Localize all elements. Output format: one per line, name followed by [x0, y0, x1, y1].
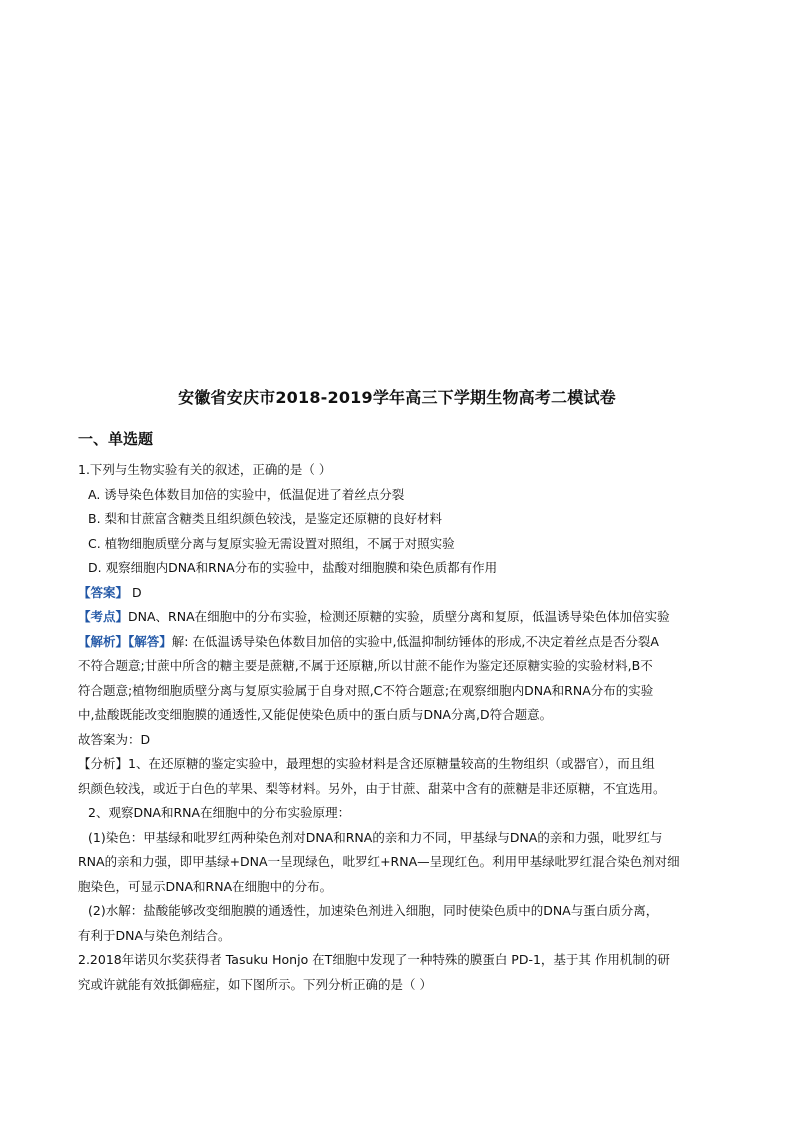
fenxi-line-6: 胞染色，可显示DNA和RNA在细胞中的分布。: [78, 878, 333, 894]
fenxi-line-5: RNA的亲和力强，即甲基绿+DNA一呈现绿色，吡罗红+RNA—呈现红色。利用甲基绿吡罗红混合染色剂对细: [78, 854, 680, 869]
jiexi-line-2: 不符合题意;甘蔗中所含的糖主要是蔗糖,不属于还原糖,所以甘蔗不能作为鉴定还原糖实验的实验材料,B不: [78, 658, 653, 673]
fenxi-line-4: (1)染色：甲基绿和吡罗红两种染色剂对DNA和RNA的亲和力不同，甲基绿与DNA的亲和力强，吡罗红与: [88, 829, 663, 845]
question-2-stem-line-2: 究或许就能有效抵御癌症，如下图所示。下列分析正确的是（ ）: [78, 976, 432, 992]
jiexi-text: 解: 在低温诱导染色体数目加倍的实验中,低温抑制纺锤体的形成,不决定着丝点是否分裂A: [171, 633, 659, 649]
fenxi-line-8: 有利于DNA与染色剂结合。: [78, 927, 231, 943]
jiexi-line-1: [78, 630, 730, 655]
kaodian-text: DNA、RNA在细胞中的分布实验，检测还原糖的实验，质壁分离和复原，低温诱导染色体加倍实验: [128, 609, 670, 624]
fenxi-line-2: 织颜色较浅，或近于白色的苹果、梨等材料。另外，由于甘蔗、甜菜中含有的蔗糖是非还原糖，不宜选用。: [78, 780, 666, 796]
questions-content: [78, 458, 730, 997]
fenxi-line-3: 2、观察DNA和RNA在细胞中的分布实验原理：: [88, 805, 351, 820]
kaodian-tag: 【考点】: [78, 609, 129, 624]
jiexi-tag: 【解析】【解答】: [78, 633, 172, 649]
fenxi-text: 1、在还原糖的鉴定实验中，最理想的实验材料是含还原糖量较高的生物组织（或器官），而且组: [128, 756, 655, 771]
answer-value: D: [128, 584, 142, 600]
fenxi-line-7: (2)水解：盐酸能够改变细胞膜的通透性，加速染色剂进入细胞，同时使染色质中的DNA与蛋白质分离，: [88, 903, 659, 918]
kaodian-line: [78, 605, 730, 630]
question-1-option-c: C. 植物细胞质壁分离与复原实验无需设置对照组，不属于对照实验: [88, 535, 455, 551]
conclusion-line: 故答案为：D: [78, 731, 151, 747]
question-2-stem-line-1: 2.2018年诺贝尔奖获得者 Tasuku Honjo 在T细胞中发现了一种特殊的膜蛋白 PD-1，基于其 作用机制的研: [78, 952, 670, 967]
answer-tag: 【答案】: [78, 584, 129, 600]
fenxi-line-1: [78, 752, 730, 777]
question-1-option-b: B. 梨和甘蔗富含糖类且组织颜色较浅，是鉴定还原糖的良好材料: [88, 511, 443, 526]
question-1-option-a: A. 诱导染色体数目加倍的实验中，低温促进了着丝点分裂: [88, 486, 405, 502]
jiexi-line-3: 符合题意;植物细胞质壁分离与复原实验属于自身对照,C不符合题意;在观察细胞内DNA和RNA分布的实验: [78, 682, 654, 698]
question-1-stem: 1.下列与生物实验有关的叙述，正确的是（ ）: [78, 462, 332, 477]
answer-line: [78, 581, 730, 606]
exam-title: 安徽省安庆市2018-2019学年高三下学期生物高考二模试卷: [178, 388, 616, 407]
jiexi-line-4: 中,盐酸既能改变细胞膜的通透性,又能促使染色质中的蛋白质与DNA分离,D符合题意。: [78, 707, 553, 722]
section-heading: 一、单选题: [78, 430, 154, 448]
fenxi-tag: 【分析】: [78, 756, 129, 771]
question-1-option-d: D. 观察细胞内DNA和RNA分布的实验中，盐酸对细胞膜和染色质都有作用: [88, 560, 498, 575]
